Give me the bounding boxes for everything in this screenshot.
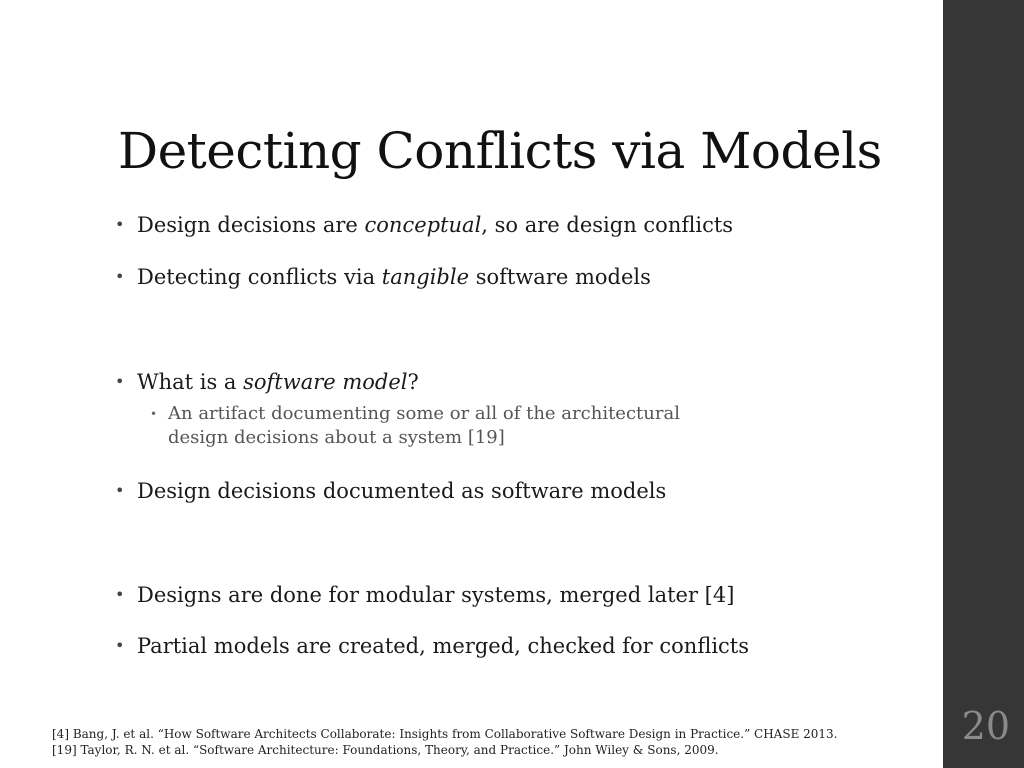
bullet-item [115,478,667,504]
bullet-dot-icon: • [115,267,125,286]
bullet-emphasis: tangible [381,265,470,289]
bullet-item [115,264,651,290]
sub-bullet-line: design decisions about a system [19] [168,427,505,448]
slide-title: Detecting Conflicts via Models [118,122,882,180]
bullet-dot-icon: • [115,215,125,234]
bullet-text: Partial models are created, merged, checked for conflicts [137,634,750,658]
bullet-item [115,633,750,659]
bullet-emphasis: conceptual [364,213,482,237]
sub-bullet-line: An artifact documenting some or all of the architectural [168,403,680,424]
slide-number: 20 [961,704,1010,748]
bullet-emphasis: software model [243,370,408,394]
references [52,726,838,758]
reference-item: [4] Bang, J. et al. “How Software Architects Collaborate: Insights from Collaborative Software Design in Practice.” CHASE 2013. [52,727,838,741]
bullet-text: , so are design conflicts [481,213,734,237]
bullet-item [115,582,735,608]
bullet-text: software models [469,265,651,289]
bullet-dot-icon: • [115,636,125,655]
sidebar-panel [943,0,1024,768]
bullet-text: What is a [137,370,244,394]
sub-bullet-dot-icon: • [150,407,158,421]
bullet-item [115,369,419,395]
bullet-text: Design decisions are [137,213,365,237]
bullet-dot-icon: • [115,585,125,604]
bullet-text: Design decisions documented as software models [137,479,667,503]
bullet-item [115,212,734,238]
bullet-text: Detecting conflicts via [137,265,382,289]
bullet-text: ? [407,370,419,394]
bullet-text: Designs are done for modular systems, merged later [4] [137,583,735,607]
sub-bullet-item [150,402,788,450]
bullet-dot-icon: • [115,372,125,391]
bullet-dot-icon: • [115,481,125,500]
reference-item: [19] Taylor, R. N. et al. “Software Architecture: Foundations, Theory, and Practice.” John Wiley & Sons, 2009. [52,743,719,757]
